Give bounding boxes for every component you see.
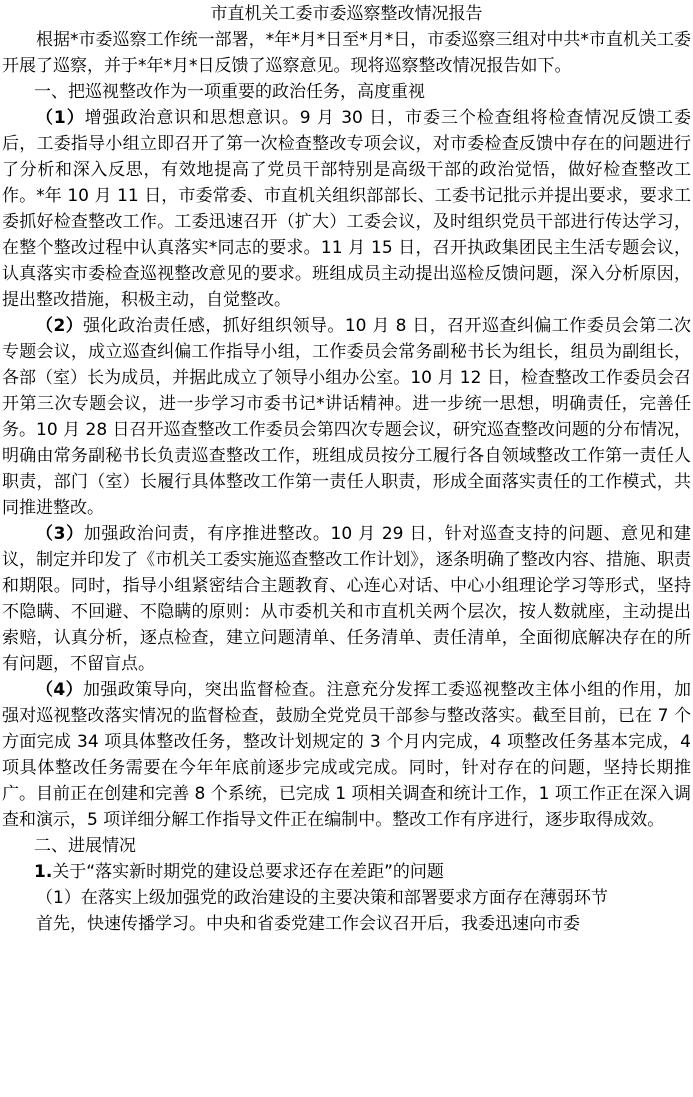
document-title: 市直机关工委市委巡察整改情况报告 — [210, 4, 483, 24]
sub-item-paragraph: （1）在落实上级加强党的政治建设的主要决策和部署要求方面存在薄弱环节 — [36, 888, 608, 908]
section-2-heading: 二、进展情况 — [34, 836, 136, 856]
subheading-number: 1. — [34, 862, 53, 882]
subheading-text: 关于“落实新时期党的建设总要求还存在差距”的问题 — [52, 862, 444, 882]
item-paragraph-2 — [0, 313, 693, 521]
last-paragraph: 首先，快速传播学习。中央和省委党建工作会议召开后，我委迅速向市委 — [36, 914, 580, 934]
item-text: 加强政策导向，突出监督检查。注意充分发挥工委巡视整改主体小组的作用，加强对巡视整改落实情况的监督检查，鼓励全党党员干部参与整改落实。截至目前，已在 7 个方面完成 34 项具体整改任务，整改计划规定的 3 个月内完成，4 项整改任务基本完成，4 项具体整改任务需要在今年年底前逐步完成或完成。同时，针对存在的问题，坚持长期推广。目前正在创建和完善 8 个系统，已完成 1 项相关调查和统计工作，1 项工作正在深入调查和演示，5 项详细分解工作指导文件正在编制中。整改工作有序进行，逐步取得成效。 — [2, 680, 691, 830]
item-paragraph-1 — [0, 105, 693, 313]
item-number: （1） — [36, 108, 85, 128]
item-paragraph-3 — [0, 521, 693, 677]
item-number: （4） — [36, 680, 83, 700]
item-text: 增强政治意识和思想意识。9 月 30 日，市委三个检查组将检查情况反馈工委后，工委指导小组立即召开了第一次检查整改专项会议，对市委检查反馈中存在的问题进行了分析和深入反思，有效地提高了党员干部特别是高级干部的政治觉悟，做好检查整改工作。*年 10 月 11 日，市委常委、市直机关组织部部长、工委书记批示并提出要求，要求工委抓好检查整改工作。工委迅速召开（扩大）工委会议，及时组织党员干部进行传达学习，在整个整改过程中认真落实*同志的要求。11 月 15 日，召开执政集团民主生活专题会议，认真落实市委检查巡视整改意见的要求。班组成员主动提出巡检反馈问题，深入分析原因，提出整改措施，积极主动，自觉整改。 — [2, 108, 691, 310]
intro-paragraph: 根据*市委巡察工作统一部署，*年*月*日至*月*日，市委巡察三组对中共*市直机关工委开展了巡察，并于*年*月*日反馈了巡察意见。现将巡察整改情况报告如下。 — [2, 30, 691, 76]
section-1-heading: 一、把巡视整改作为一项重要的政治任务，高度重视 — [34, 82, 425, 102]
item-paragraph-4 — [0, 677, 693, 833]
item-text: 强化政治责任感，抓好组织领导。10 月 8 日，召开巡查纠偏工作委员会第二次专题会议，成立巡查纠偏工作指导小组，工作委员会常务副秘书长为组长，组员为副组长，各部（室）长为成员，并据此成立了领导小组办公室。10 月 12 日，检查整改工作委员会召开第三次专题会议，进一步学习市委书记*讲话精神。进一步统一思想，明确责任，完善任务。10 月 28 日召开巡查整改工作委员会第四次专题会议，研究巡查整改问题的分布情况，明确由常务副秘书长负责巡查整改工作，班组成员按分工履行各自领域整改工作第一责任人职责，部门（室）长履行具体整改工作第一责任人职责，形成全面落实责任的工作模式，共同推进整改。 — [2, 316, 691, 518]
item-number: （3） — [36, 524, 84, 544]
item-number: （2） — [36, 316, 84, 336]
subheading-1 — [0, 859, 693, 885]
item-text: 加强政治问责，有序推进整改。10 月 29 日，针对巡查支持的问题、意见和建议，制定并印发了《市机关工委实施巡查整改工作计划》，逐条明确了整改内容、措施、职责和期限。同时，指导小组紧密结合主题教育、心连心对话、中心小组理论学习等形式，坚持不隐瞒、不回避、不隐瞒的原则：从市委机关和市直机关两个层次，按人数就座，主动提出索赔，认真分析，逐点检查，建立问题清单、任务清单、责任清单，全面彻底解决存在的所有问题，不留盲点。 — [2, 524, 691, 674]
